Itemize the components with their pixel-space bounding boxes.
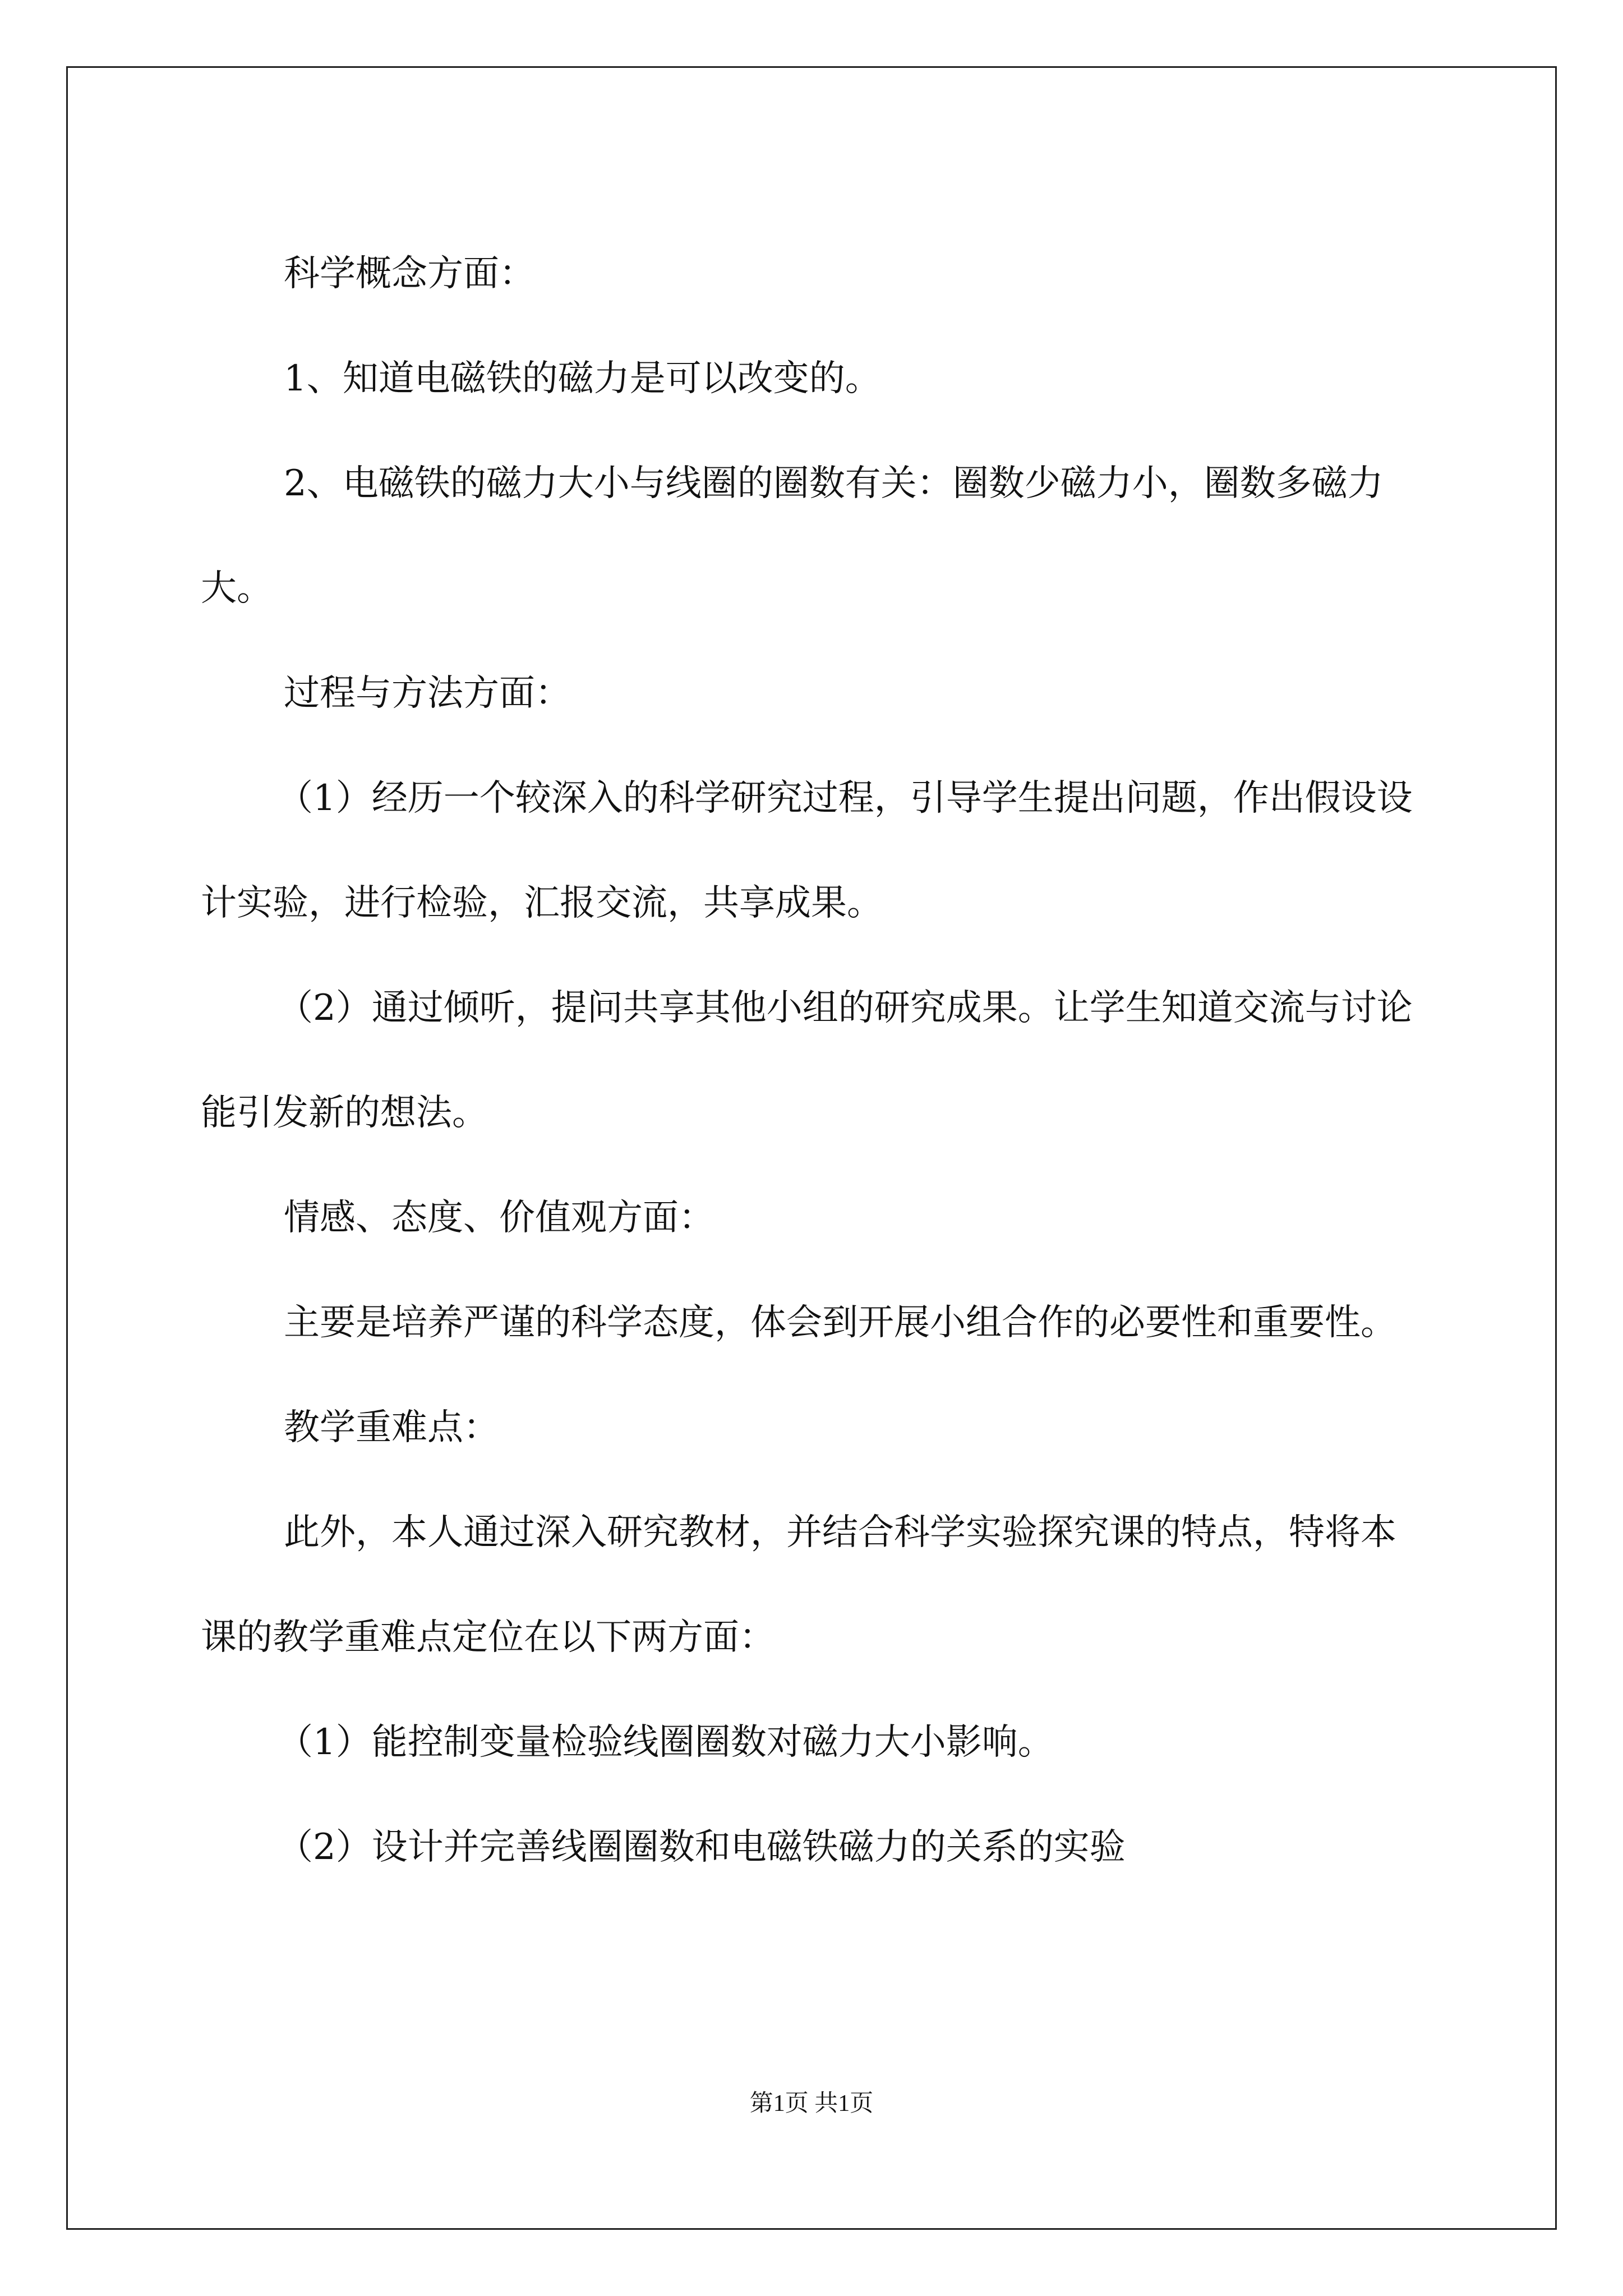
key-point-item-1: （1）能控制变量检验线圈圈数对磁力大小影响。 <box>277 1722 1054 1763</box>
heading-process-methods: 过程与方法方面： <box>284 673 571 714</box>
values-paragraph: 主要是培养严谨的科学态度，体会到开展小组合作的必要性和重要性。 <box>284 1302 1396 1343</box>
key-points-paragraph: 此外，本人通过深入研究教材，并结合科学实验探究课的特点，特将本课的教学重难点定位在以下两方面： <box>201 1512 1396 1658</box>
process-item-2: （2）通过倾听，提问共享其他小组的研究成果。让学生知道交流与讨论能引发新的想法。 <box>201 987 1413 1134</box>
process-item-1: （1）经历一个较深入的科学研究过程，引导学生提出问题，作出假设设计实验，进行检验，汇报交流，共享成果。 <box>201 777 1413 924</box>
page-number-footer: 第1页 共1页 <box>749 2091 874 2116</box>
concept-item-1: 1、知道电磁铁的磁力是可以改变的。 <box>284 358 881 399</box>
concept-item-2: 2、电磁铁的磁力大小与线圈的圈数有关：圈数少磁力小，圈数多磁力大。 <box>201 463 1384 609</box>
heading-emotions-values: 情感、态度、价值观方面： <box>284 1197 714 1239</box>
key-point-item-2: （2）设计并完善线圈圈数和电磁铁磁力的关系的实验 <box>277 1826 1126 1868</box>
document-body <box>201 222 1429 1900</box>
heading-key-points: 教学重难点： <box>284 1407 499 1448</box>
heading-science-concepts: 科学概念方面： <box>284 253 535 295</box>
